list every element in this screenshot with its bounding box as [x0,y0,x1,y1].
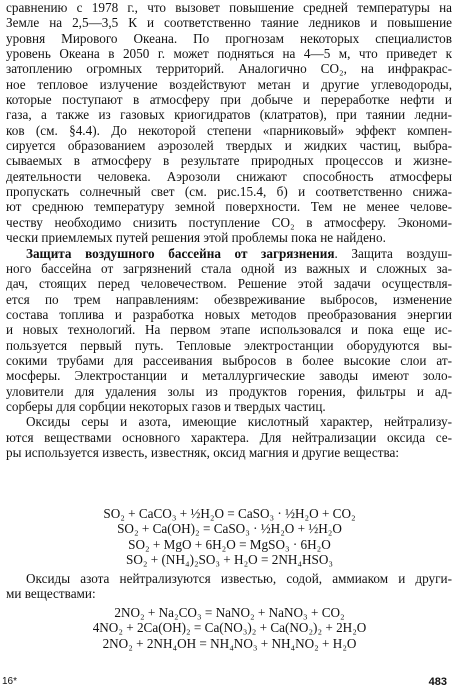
text-line: Оксиды азота нейтрализуются известью, содой, аммиаком и други- [26,571,452,586]
nitrogen-equations [0,605,459,651]
heading-line-continuation: . Защита воздуш- [334,245,452,261]
chemical-equation: 2NO₂ + 2NH₄OH = NH₄NO₃ + NH₄NO₂ + H₂O [102,635,357,651]
paragraph-air-protection [6,246,452,415]
text-line: Оксиды серы и азота, имеющие кислотный характер, нейтрализу- [26,414,452,430]
chemical-equation: SO₂ + (NH₄)₂SO₃ + H₂O = 2NH₄HSO₃ [126,552,333,568]
text-line: ное тепловое излучение воздействуют метан и другие углеводороды, [6,76,452,92]
text-line: дач, стоящих перед человечеством. Решение этой задачи осуществля- [6,276,452,292]
text-line: ми веществами: [6,586,96,602]
text-line: затоплению огромных территорий. Аналогично CO₂, на инфракрас- [6,61,452,77]
chemical-equation: SO₂ + Ca(OH)₂ = CaSO₃ · ½H₂O + ½H₂O [117,521,342,537]
body-text [6,0,452,460]
paragraph-nitrogen-oxides [6,571,452,602]
text-line: уловители для удаления золы из продуктов горения, фильтры и ад- [6,383,452,399]
section-heading: Защита воздушного бассейна от загрязнения [26,245,335,261]
text-line: сравнению с 1978 г., что вызовет повышение средней температуры на [6,0,452,15]
sulfur-equations [0,506,459,568]
chemical-equation: 2NO₂ + Na₂CO₃ = NaNO₂ + NaNO₃ + CO₂ [114,605,345,620]
text-line: ного бассейна от загрязнений стала одной из важных и сложных за- [6,260,452,276]
page-footer [0,676,459,692]
signature-mark: 16* [2,676,18,687]
text-line: которые поступают в атмосферу при добыче и переработке нефти и [6,92,452,108]
text-line: ется по трем направлениям: обезвреживание выбросов, изменение [6,291,452,307]
chemical-equation: SO₂ + CaCO₃ + ½H₂O = CaSO₃ · ½H₂O + CO₂ [103,506,356,521]
text-line: ют среднюю температуру земной поверхности. Тем не менее челове- [6,199,452,215]
text-line: пользуется первый путь. Тепловые электростанции оборудуются вы- [6,337,452,353]
text-line: Земле на 2,5—3,5 К и соответственно таяние ледников и повышение [6,15,452,31]
text-line: ры используется известь, известняк, оксид магния и другие вещества: [6,444,400,460]
text-line: газа, а также из газовых криогидратов (клатратов), при таянии ледни- [6,107,452,123]
text-line: пропускать солнечный свет (см. рис.15.4, б) и соответственно снижа- [6,184,452,200]
chemical-equation: SO₂ + MgO + 6H₂O = MgSO₃ · 6H₂O [128,536,331,552]
paragraph-sulfur-oxides [6,414,452,460]
text-line: сокими трубами для рассеивания выбросов в более высокие слои ат- [6,352,452,368]
text-line: честву необходимо снизить поступление CO₂ в атмосферу. Экономи- [6,214,452,230]
chemical-equation: 4NO₂ + 2Ca(OH)₂ = Ca(NO₃)₂ + Ca(NO₂)₂ + 2H₂O [92,620,367,636]
text-line: мосферы. Электростанции и металлургические заводы имеют золо- [6,368,452,384]
text-line: ются веществами основного характера. Для нейтрализации оксида се- [6,429,452,445]
text-line: деятельности человека. Аэрозоли снижают способность атмосферы [6,168,452,184]
paragraph-greenhouse [6,0,452,246]
text-line-with-heading [6,246,452,261]
text-line: сываемых в атмосферу в результате природных процессов и жизне- [6,153,452,169]
text-line: ков (см. §4.4). До некоторой степени «парниковый» эффект компен- [6,122,452,138]
text-line: уровень Океана в 2050 г. может подняться на 4—5 м, что приведет к [6,46,452,62]
text-line: сируется образованием аэрозолей твердых и жидких частиц, выбра- [6,138,452,154]
text-line: и новых технологий. На первом этапе использовался и пока еще ис- [6,322,452,338]
page-number: 483 [428,676,447,688]
text-line: состава топлива и разработка новых методов преобразования энергии [6,306,452,322]
text-line: чески приемлемых путей решения этой проблемы пока не найдено. [6,230,386,246]
text-line: уровня Мирового Океана. По прогнозам некоторых специалистов [6,30,452,46]
text-line: сорберы для сорбции некоторых газов и твердых частиц. [6,398,326,414]
